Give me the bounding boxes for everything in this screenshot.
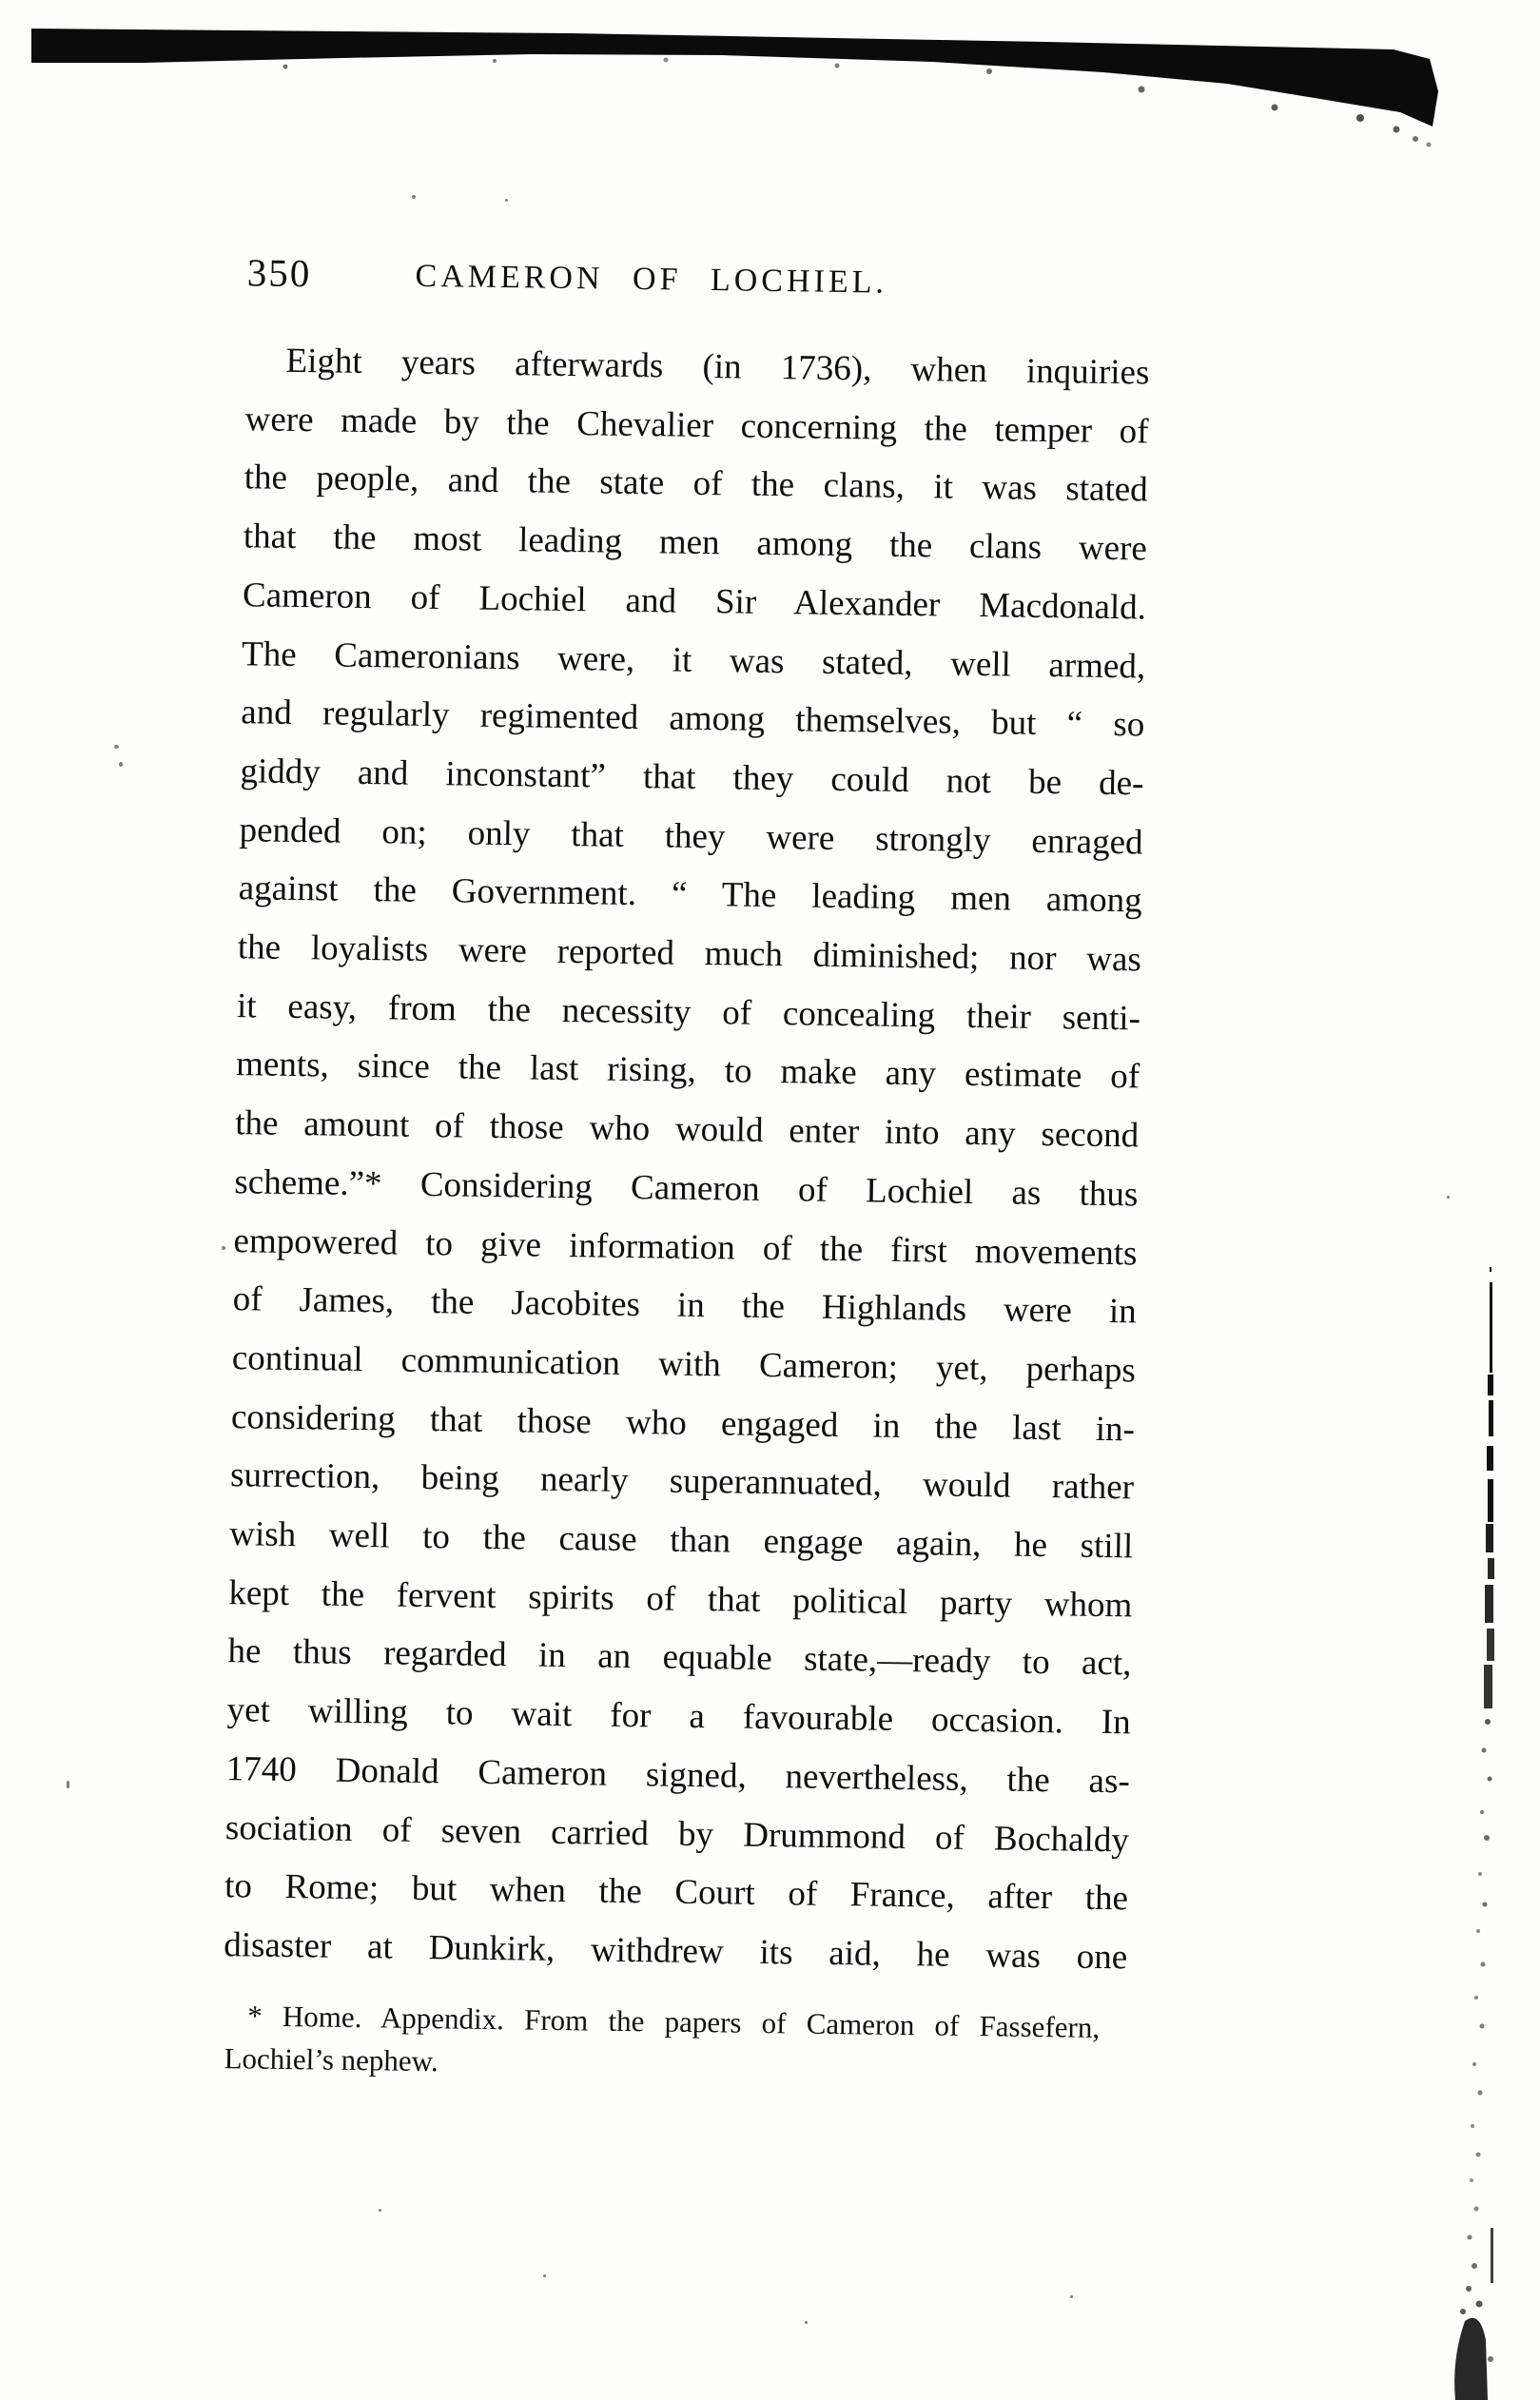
scan-speck xyxy=(67,1781,69,1788)
body-line: the amount of those who would enter into any second xyxy=(235,1103,1140,1156)
body-line: Cameron of Lochiel and Sir Alexander Macdonald. xyxy=(242,576,1147,628)
scan-speck xyxy=(505,199,508,202)
running-header-title: CAMERON OF LOCHIEL. xyxy=(415,258,888,301)
body-line: he thus regarded in an equable state,—ready to act, xyxy=(227,1631,1132,1684)
body-line: scheme.”* Considering Cameron of Lochiel as thus xyxy=(234,1161,1139,1215)
body-line: considering that those who engaged in the last in- xyxy=(230,1396,1136,1450)
body-line: giddy and inconstant” that they could not be de- xyxy=(240,751,1144,804)
scan-speck xyxy=(379,2209,381,2212)
body-line: wish well to the cause than engage again, he still xyxy=(228,1514,1134,1567)
footnote-line: Lochiel’s nephew. xyxy=(224,2041,439,2078)
body-line: kept the fervent spirits of that political party whom xyxy=(228,1572,1133,1626)
body-line: and regularly regimented among themselves, but “ so xyxy=(241,693,1145,745)
scan-speck xyxy=(1447,1196,1450,1199)
scan-speck xyxy=(222,1246,225,1250)
body-line: that the most leading men among the clans were xyxy=(243,517,1148,569)
body-line: of James, the Jacobites in the Highlands were in xyxy=(232,1279,1137,1332)
body-line: continual communication with Cameron; yet, perhaps xyxy=(231,1338,1137,1391)
body-line: The Cameronians were, it was stated, well armed, xyxy=(241,634,1146,686)
body-line: against the Government. “ The leading men among xyxy=(238,868,1142,921)
scan-speck xyxy=(119,762,123,767)
body-line: it easy, from the necessity of concealing their senti- xyxy=(236,985,1141,1039)
body-line: surrection, being nearly superannuated, would rather xyxy=(229,1455,1135,1508)
scan-speck xyxy=(805,2321,808,2324)
body-line: to Rome; but when the Court of France, after the xyxy=(224,1866,1129,1919)
scan-speck xyxy=(543,2274,546,2277)
body-line: 1740 Donald Cameron signed, nevertheless, the as- xyxy=(225,1748,1131,1802)
body-line: the people, and the state of the clans, it was stated xyxy=(244,458,1148,510)
scan-speck xyxy=(1070,2295,1073,2298)
body-line: pended on; only that they were strongly enraged xyxy=(239,810,1143,863)
scan-speck xyxy=(114,745,119,749)
body-line: sociation of seven carried by Drummond of Bochaldy xyxy=(224,1807,1130,1860)
body-line: ments, since the last rising, to make any estimate of xyxy=(235,1044,1140,1097)
body-line: Eight years afterwards (in 1736), when inquiries xyxy=(285,341,1150,393)
scan-speck xyxy=(412,195,416,199)
body-line: empowered to give information of the first movements xyxy=(233,1220,1138,1273)
body-line: yet willing to wait for a favourable occasion. In xyxy=(226,1690,1131,1743)
footnote xyxy=(224,1994,1100,2092)
body-line: were made by the Chevalier concerning the temper of xyxy=(244,399,1149,452)
body-line: disaster at Dunkirk, withdrew its aid, he was one xyxy=(223,1925,1128,1978)
body-line: the loyalists were reported much diminished; nor was xyxy=(237,927,1142,980)
page-number: 350 xyxy=(246,250,312,296)
footnote-line: * Home. Appendix. From the papers of Cameron of Fassefern, xyxy=(246,1999,1101,2044)
body-paragraph xyxy=(224,331,1150,1987)
